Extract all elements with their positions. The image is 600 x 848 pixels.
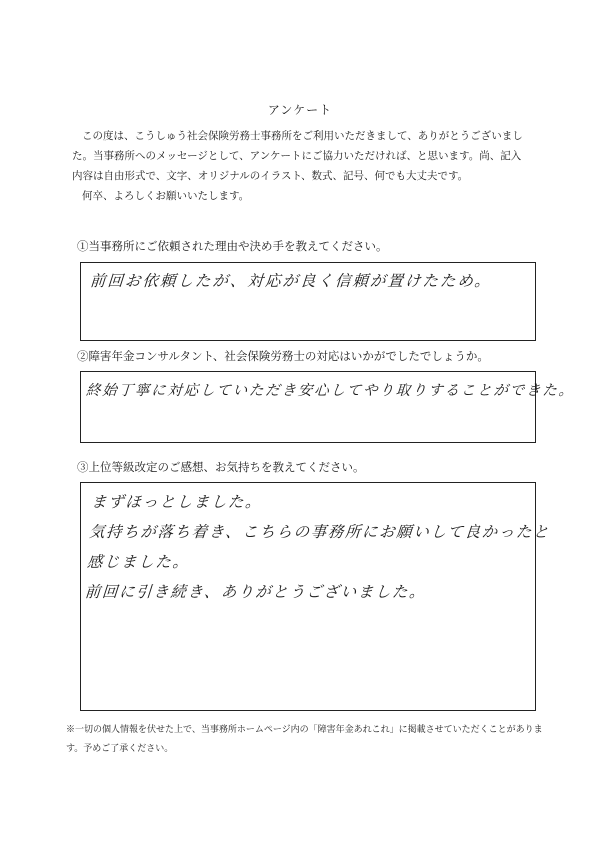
handwritten-answer-2: 終始丁寧に対応していただき安心してやり取りすることができた。 xyxy=(85,383,576,399)
intro-line: 何卒、よろしくお願いいたします。 xyxy=(82,190,250,202)
intro-line: この度は、こうしゅう社会保険労務士事務所をご利用いただきまして、ありがとうございまし xyxy=(82,130,523,142)
answer-3-line: 気持ちが落ち着き、こちらの事務所にお願いして良かったと xyxy=(88,523,551,541)
handwritten-answer-1: 前回お依頼したが、対応が良く信頼が置けたため。 xyxy=(89,272,493,290)
privacy-footnote xyxy=(66,721,546,759)
answer-3-line: まずほっとしました。 xyxy=(90,493,263,511)
question-3-label: ③上位等級改定のご感想、お気持ちを教えてください。 xyxy=(77,460,365,474)
answer-3-line: 前回に引き続き、ありがとうございました。 xyxy=(84,583,427,601)
question-2-label: ②障害年金コンサルタント、社会保険労務士の対応はいかがでしたでしょうか。 xyxy=(77,349,489,363)
footnote-line: す。予めご了承ください。 xyxy=(66,744,174,754)
survey-title: アンケート xyxy=(267,103,333,117)
intro-line: た。当事務所へのメッセージとして、アンケートにご協力いただければ、と思います。尚、記入 xyxy=(72,150,522,162)
answer-3-line: 感じました。 xyxy=(86,553,191,571)
question-1-label: ①当事務所にご依頼された理由や決め手を教えてください。 xyxy=(77,239,388,253)
intro-line: 内容は自由形式で、文字、オリジナルのイラスト、数式、記号、何でも大丈夫です。 xyxy=(72,170,469,182)
footnote-line: ※一切の個人情報を伏せた上で、当事務所ホームページ内の「障害年金あれこれ」に掲載させていただくことがありま xyxy=(66,725,543,735)
handwritten-answer-3 xyxy=(84,487,553,607)
survey-intro xyxy=(72,126,542,206)
